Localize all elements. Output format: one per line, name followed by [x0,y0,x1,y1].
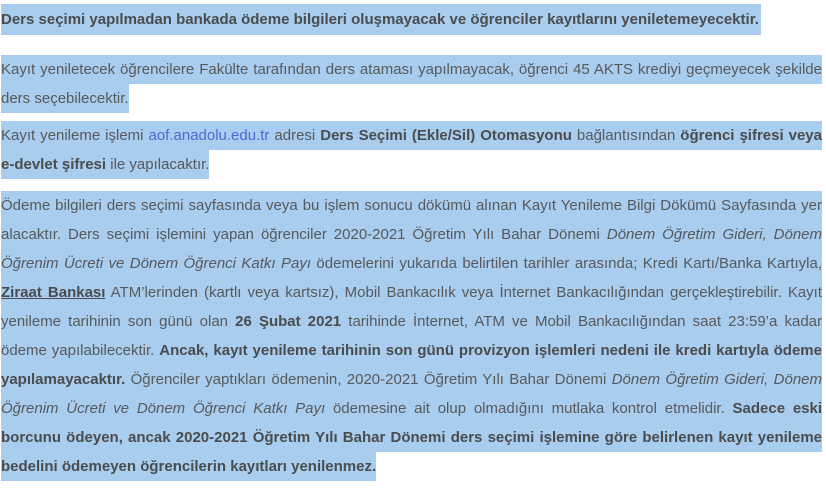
highlighted-text-run: Ders seçimi yapılmadan bankada ödeme bilgileri oluşmayacak ve öğrenciler kayıtlarını yeniletemeyecektir. [1,4,761,35]
highlighted-text-run: öğrenci şifresi veya e-devlet şifresi [1,121,822,179]
highlighted-text-run: Öğrenciler yaptıkları ödemenin, 2020-2021 Öğretim Yılı Bahar Dönemi [125,365,611,394]
highlighted-text-run: Kayıt yeniletecek öğrencilere Fakülte tarafından ders ataması yapılmayacak, öğrenci 45 AKTS krediyi geçmeyecek şekilde ders seçebilecektir. [1,55,822,113]
paragraph-renewal-method [1,121,822,179]
highlighted-text-run: ile yapılacaktır. [106,150,209,179]
paragraph-payment-info [1,191,822,481]
aof-anadolu-link[interactable]: aof.anadolu.edu.tr [148,121,269,150]
highlighted-text-run: 26 Şubat 2021 [235,307,341,336]
highlighted-text-run: ATM’lerinden (kartlı veya kartsız), Mobil Bankacılık veya İnternet Bankacılığından gerçekleştirebilir. Kayıt yenileme tarihinin son günü olan [1,278,822,336]
highlighted-text-run: Dönem Öğretim Gideri, Dönem Öğrenim Ücreti ve Dönem Öğrenci Katkı Payı [1,220,822,278]
highlighted-text-run: Ancak, kayıt yenileme tarihinin son günü provizyon işlemleri nedeni ile kredi kartıyla ödeme yapılamayacaktır. [1,336,822,394]
highlighted-text-run: Sadece eski borcunu ödeyen, ancak 2020-2021 Öğretim Yılı Bahar Dönemi ders seçimi işlemine göre belirlenen kayıt yenileme bedelini ödemeyen öğrencilerin kayıtları yenilenmez. [1,394,822,481]
paragraph-akts-limit [1,55,822,113]
highlighted-text-run: Dönem Öğretim Gideri, Dönem Öğrenim Ücreti ve Dönem Öğrenci Katkı Payı [1,365,822,423]
highlighted-text-run: Ziraat Bankası [1,278,105,307]
highlighted-text-run: Kayıt yenileme işlemi [1,121,148,150]
highlighted-text-run: tarihinde İnternet, ATM ve Mobil Bankacılığından saat 23:59’a kadar ödeme yapılabilecektir. [1,307,822,365]
highlighted-text-run: ödemelerini yukarıda belirtilen tarihler arasında; Kredi Kartı/Banka Kartıyla, [311,249,822,278]
highlighted-text-run: Ders Seçimi (Ekle/Sil) Otomasyonu [320,121,572,150]
highlighted-text-run: bağlantısından [572,121,680,150]
highlighted-text-run: Ödeme bilgileri ders seçimi sayfasında veya bu işlem sonucu dökümü alınan Kayıt Yenileme Bilgi Dökümü Sayfasında yer alacaktır. Ders seçimi işlemini yapan öğrenciler 2020-2021 Öğretim Yılı Bahar Dönemi [1,191,822,249]
highlighted-text-run: ödemesine ait olup olmadığını mutlaka kontrol etmelidir. [325,394,732,423]
highlighted-text-run: adresi [269,121,320,150]
paragraph-bank-warning [1,4,822,36]
